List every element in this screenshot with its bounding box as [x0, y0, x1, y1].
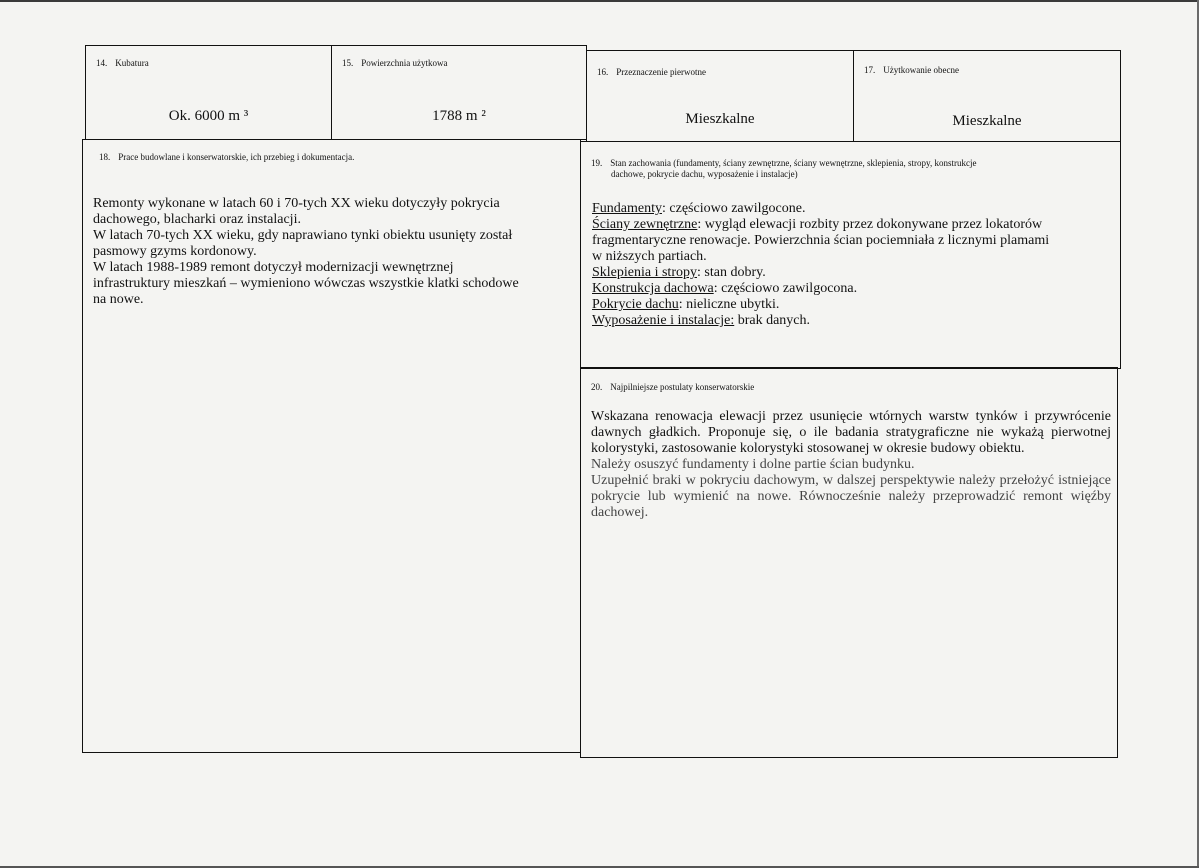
field-20-label: 20. Najpilniejsze postulaty konserwatorskie — [591, 382, 755, 392]
field-17-label: 17. Użytkowanie obecne — [864, 65, 959, 75]
field-20-paragraph: Należy osuszyć fundamenty i dolne partie ścian budynku. — [591, 457, 915, 472]
field-18-line: infrastruktury mieszkań – wymieniono wówczas wszystkie klatki schodowe — [93, 276, 519, 291]
field-20-paragraph: Uzupełnić braki w pokryciu dachowym, w dalszej perspektywie należy przełożyć istniejące pokrycie lub wymienić na nowe. Równocześnie należy przeprowadzić remont więźby dachowej. — [591, 473, 1111, 520]
field-15-label: 15. Powierzchnia użytkowa — [342, 58, 448, 68]
field-20-text — [591, 409, 1111, 521]
field-14-kubatura — [85, 45, 332, 140]
field-19-item: fragmentaryczne renowacje. Powierzchnia ścian pociemniała z licznymi plamami — [592, 233, 1050, 248]
field-15-powierzchnia — [331, 45, 587, 140]
field-20-paragraph: Wskazana renowacja elewacji przez usunięcie wtórnych warstw tynków i przywrócenie dawnych gładkich. Proponuje się, o ile badania stratygraficzne nie wykażą pierwotnej kolorystyki, zastosowanie kolorystyki stosowanej w okresie budowy obiektu. — [591, 409, 1111, 456]
field-14-label: 14. Kubatura — [96, 58, 149, 68]
field-20-postulaty — [580, 367, 1118, 758]
scan-edge-top — [0, 0, 1199, 2]
field-18-prace — [82, 139, 581, 753]
field-18-line: W latach 1988-1989 remont dotyczył modernizacji wewnętrznej — [93, 260, 454, 275]
field-19-item: Sklepienia i stropy: stan dobry. — [592, 265, 766, 280]
field-18-line: pasmowy gzyms kordonowy. — [93, 244, 257, 259]
field-19-item: Konstrukcja dachowa: częściowo zawilgocona. — [592, 281, 858, 296]
field-15-value: 1788 m ² — [432, 108, 486, 124]
field-16-value: Mieszkalne — [685, 111, 755, 127]
field-19-item: Ściany zewnętrzne: wygląd elewacji rozbity przez dokonywane przez lokatorów — [592, 217, 1043, 232]
field-17-value: Mieszkalne — [952, 113, 1022, 129]
field-18-line: dachowego, blacharki oraz instalacji. — [93, 212, 301, 227]
field-19-stan-zachowania — [580, 141, 1121, 369]
field-18-line: na nowe. — [93, 292, 144, 307]
field-19-label: 19. Stan zachowania (fundamenty, ściany zewnętrzne, ściany wewnętrzne, sklepienia, stropy, konstrukcje dachowe, pokrycie dachu, wyposażenie i instalacje) — [591, 158, 977, 179]
field-14-value: Ok. 6000 m ³ — [168, 108, 249, 124]
field-19-text — [592, 201, 1117, 329]
field-18-text — [93, 196, 577, 308]
field-18-line: Remonty wykonane w latach 60 i 70-tych XX wieku dotyczyły pokrycia — [93, 196, 500, 211]
field-17-uzytkowanie — [853, 50, 1121, 142]
field-19-item: Fundamenty: częściowo zawilgocone. — [592, 201, 806, 216]
field-16-label: 16. Przeznaczenie pierwotne — [597, 67, 706, 77]
field-19-item: Wyposażenie i instalacje: brak danych. — [592, 313, 811, 328]
field-19-item: Pokrycie dachu: nieliczne ubytki. — [592, 297, 780, 312]
field-18-label: 18. Prace budowlane i konserwatorskie, ich przebieg i dokumentacja. — [99, 152, 355, 162]
field-18-line: W latach 70-tych XX wieku, gdy naprawiano tynki obiektu usunięty został — [93, 228, 513, 243]
field-19-item: w niższych partiach. — [592, 249, 707, 264]
field-16-przeznaczenie — [586, 50, 854, 142]
